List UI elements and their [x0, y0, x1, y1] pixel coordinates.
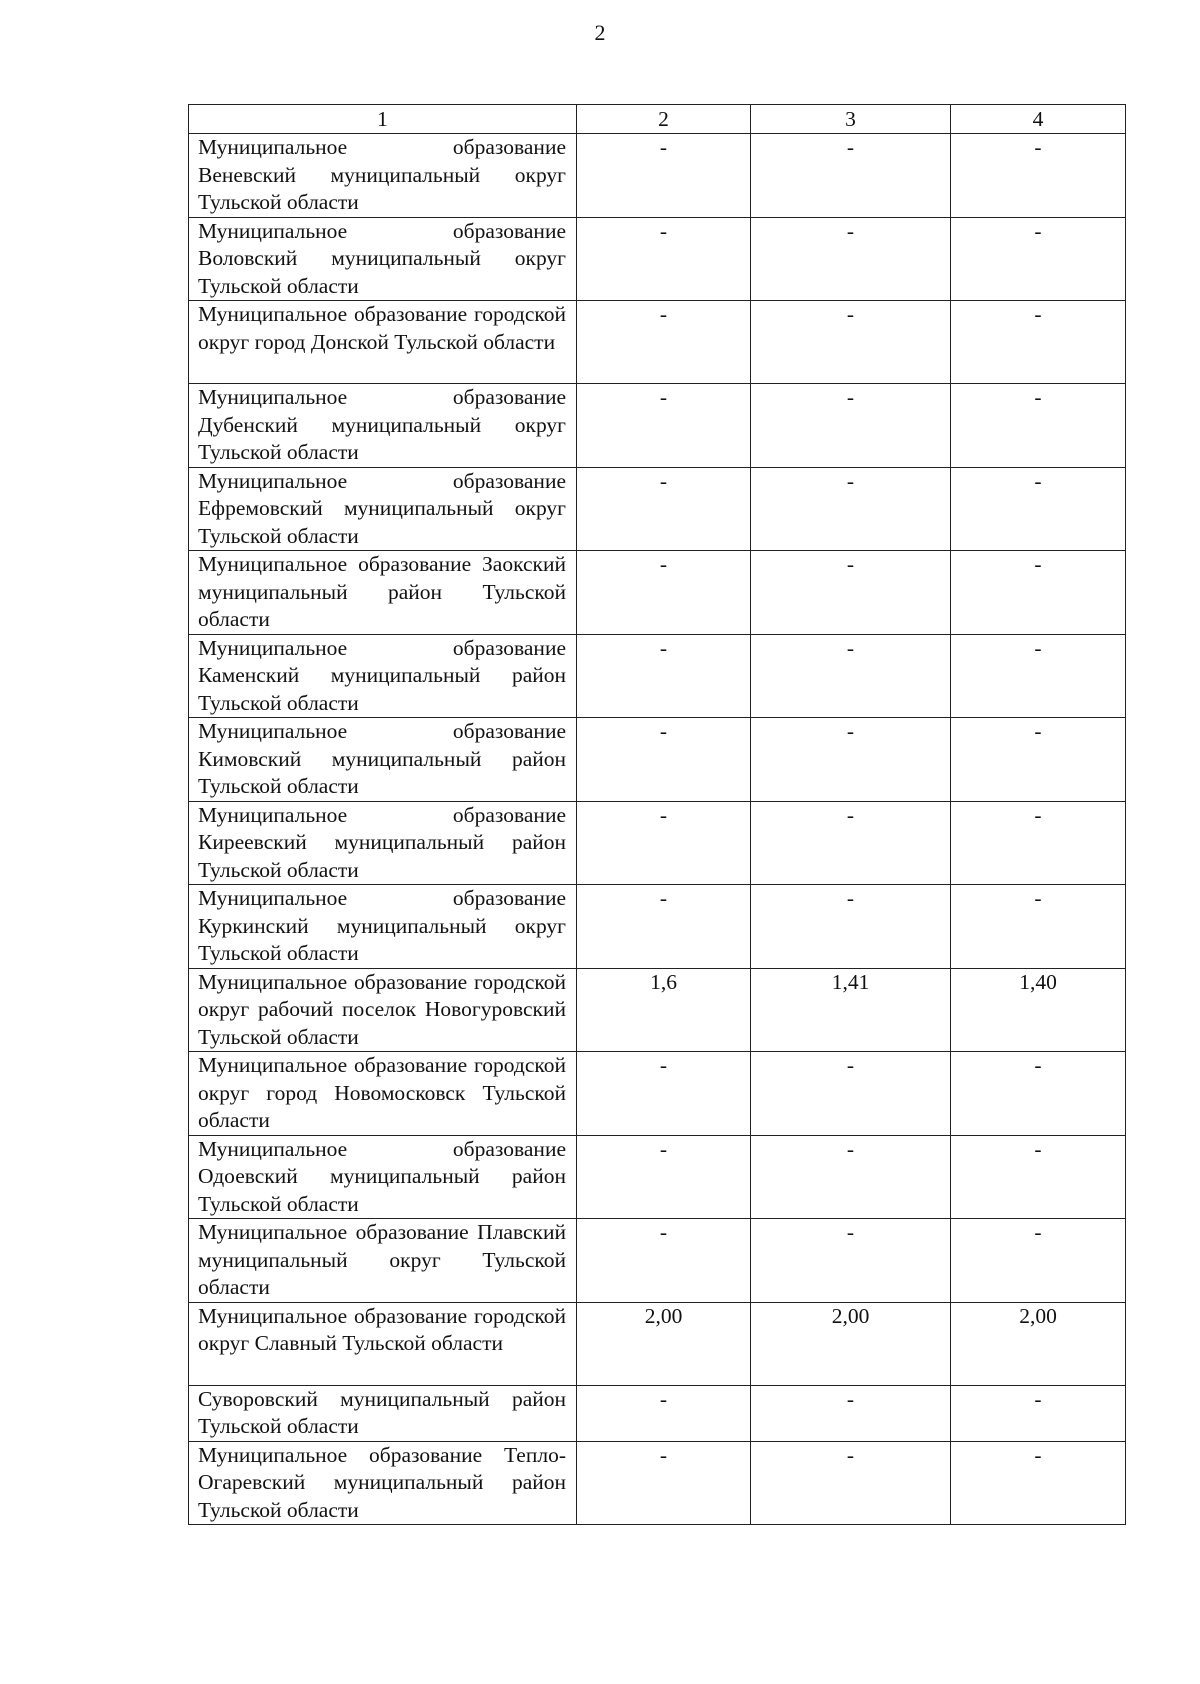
value-col-4: - [951, 801, 1126, 885]
value-col-4: - [951, 551, 1126, 635]
table-row [189, 1219, 1126, 1303]
value-col-3: - [751, 384, 951, 468]
table-row [189, 384, 1126, 468]
table-row [189, 217, 1126, 301]
value-col-4: - [951, 1052, 1126, 1136]
value-col-4: - [951, 1135, 1126, 1219]
value-col-3: - [751, 718, 951, 802]
municipality-name: Муниципальное образование Киреевский муниципальный район Тульской области [189, 801, 577, 885]
municipality-name: Муниципальное образование Веневский муниципальный округ Тульской области [189, 134, 577, 218]
value-col-4: - [951, 885, 1126, 969]
value-col-4: 1,40 [951, 968, 1126, 1052]
value-col-3: - [751, 551, 951, 635]
value-col-2: - [577, 1135, 751, 1219]
value-col-3: - [751, 1219, 951, 1303]
municipality-name: Муниципальное образование Ефремовский муниципальный округ Тульской области [189, 467, 577, 551]
table-row [189, 1135, 1126, 1219]
table-header-row [189, 105, 1126, 134]
table-row [189, 1302, 1126, 1385]
value-col-3: - [751, 467, 951, 551]
value-col-2: - [577, 134, 751, 218]
table-row [189, 634, 1126, 718]
value-col-2: - [577, 384, 751, 468]
column-header-2: 2 [577, 105, 751, 134]
table-row [189, 1441, 1126, 1525]
page-number: 2 [594, 20, 606, 45]
table-row [189, 968, 1126, 1052]
value-col-3: - [751, 885, 951, 969]
municipality-name: Суворовский муниципальный район Тульской области [189, 1385, 577, 1441]
value-col-4: - [951, 217, 1126, 301]
column-header-1: 1 [189, 105, 577, 134]
municipality-name: Муниципальное образование Дубенский муниципальный округ Тульской области [189, 384, 577, 468]
value-col-2: - [577, 551, 751, 635]
data-table [188, 104, 1126, 1525]
value-col-4: - [951, 1219, 1126, 1303]
table-row [189, 134, 1126, 218]
value-col-2: - [577, 1052, 751, 1136]
value-col-4: - [951, 301, 1126, 384]
value-col-2: - [577, 801, 751, 885]
value-col-2: 2,00 [577, 1302, 751, 1385]
value-col-4: - [951, 384, 1126, 468]
municipality-name: Муниципальное образование городской округ город Новомосковск Тульской области [189, 1052, 577, 1136]
table-row [189, 301, 1126, 384]
municipality-name: Муниципальное образование Каменский муниципальный район Тульской области [189, 634, 577, 718]
value-col-4: - [951, 134, 1126, 218]
municipality-name: Муниципальное образование Воловский муниципальный округ Тульской области [189, 217, 577, 301]
table-row [189, 718, 1126, 802]
table-row [189, 885, 1126, 969]
value-col-2: - [577, 301, 751, 384]
value-col-2: 1,6 [577, 968, 751, 1052]
value-col-3: 2,00 [751, 1302, 951, 1385]
table-row [189, 467, 1126, 551]
value-col-4: - [951, 1385, 1126, 1441]
value-col-2: - [577, 467, 751, 551]
municipality-name: Муниципальное образование городской округ город Донской Тульской области [189, 301, 577, 384]
value-col-3: - [751, 1135, 951, 1219]
value-col-3: - [751, 634, 951, 718]
value-col-4: 2,00 [951, 1302, 1126, 1385]
municipality-name: Муниципальное образование Тепло-Огаревский муниципальный район Тульской области [189, 1441, 577, 1525]
value-col-3: - [751, 1441, 951, 1525]
column-header-3: 3 [751, 105, 951, 134]
municipality-name: Муниципальное образование Плавский муниципальный округ Тульской области [189, 1219, 577, 1303]
value-col-2: - [577, 634, 751, 718]
value-col-4: - [951, 718, 1126, 802]
value-col-3: - [751, 217, 951, 301]
municipality-name: Муниципальное образование городской округ рабочий поселок Новогуровский Тульской области [189, 968, 577, 1052]
value-col-2: - [577, 718, 751, 802]
table-row [189, 1052, 1126, 1136]
value-col-3: - [751, 1385, 951, 1441]
table-row [189, 1385, 1126, 1441]
table-row [189, 801, 1126, 885]
value-col-3: - [751, 801, 951, 885]
column-header-4: 4 [951, 105, 1126, 134]
municipality-name: Муниципальное образование Одоевский муниципальный район Тульской области [189, 1135, 577, 1219]
value-col-3: 1,41 [751, 968, 951, 1052]
value-col-4: - [951, 467, 1126, 551]
table-row [189, 551, 1126, 635]
municipality-name: Муниципальное образование Кимовский муниципальный район Тульской области [189, 718, 577, 802]
municipality-name: Муниципальное образование Куркинский муниципальный округ Тульской области [189, 885, 577, 969]
value-col-2: - [577, 217, 751, 301]
value-col-3: - [751, 134, 951, 218]
value-col-2: - [577, 1385, 751, 1441]
municipality-name: Муниципальное образование городской округ Славный Тульской области [189, 1302, 577, 1385]
value-col-4: - [951, 1441, 1126, 1525]
municipality-name: Муниципальное образование Заокский муниципальный район Тульской области [189, 551, 577, 635]
value-col-2: - [577, 1219, 751, 1303]
value-col-2: - [577, 885, 751, 969]
value-col-3: - [751, 1052, 951, 1136]
value-col-2: - [577, 1441, 751, 1525]
value-col-4: - [951, 634, 1126, 718]
value-col-3: - [751, 301, 951, 384]
